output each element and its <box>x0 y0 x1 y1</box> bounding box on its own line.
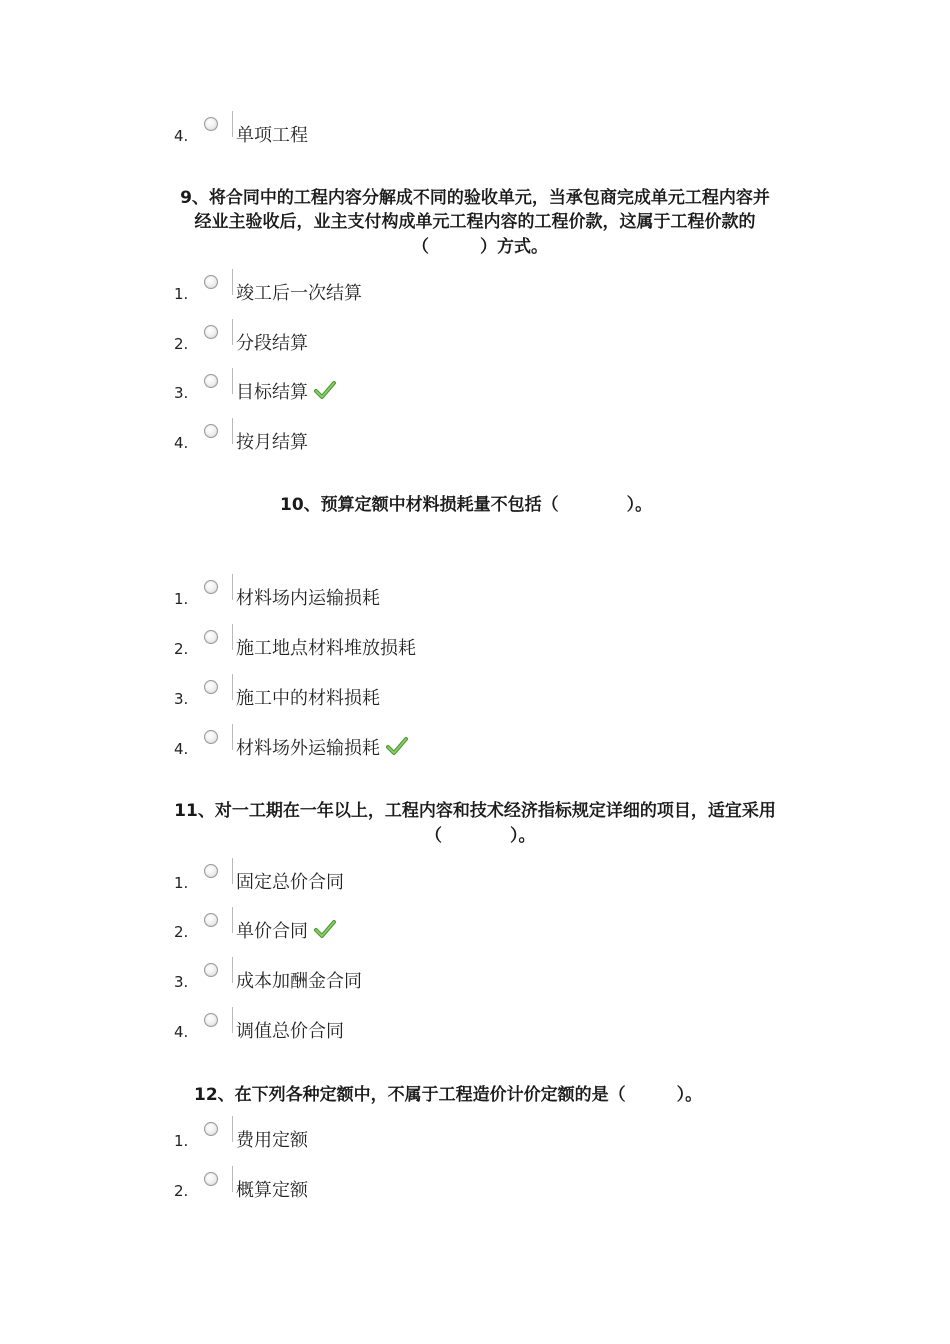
option-divider <box>232 724 233 750</box>
radio-button-icon[interactable] <box>204 325 218 339</box>
option-number: 4. <box>174 434 189 452</box>
option-number: 3. <box>174 384 189 402</box>
radio-button-icon[interactable] <box>204 1122 218 1136</box>
option-q10-2[interactable] <box>0 630 700 660</box>
option-label: 施工中的材料损耗 <box>236 688 380 709</box>
option-label: 固定总价合同 <box>236 872 344 893</box>
option-number: 1. <box>174 590 189 608</box>
radio-button-icon[interactable] <box>204 680 218 694</box>
radio-button-icon[interactable] <box>204 630 218 644</box>
option-label: 竣工后一次结算 <box>236 283 362 304</box>
radio-button-icon[interactable] <box>204 374 218 388</box>
option-divider <box>232 907 233 933</box>
option-label: 概算定额 <box>236 1180 308 1201</box>
option-label: 调值总价合同 <box>236 1021 344 1042</box>
checkmark-icon <box>314 380 336 400</box>
option-divider <box>232 674 233 700</box>
option-divider <box>232 418 233 444</box>
option-q9-2[interactable] <box>0 325 700 355</box>
option-number: 1. <box>174 1132 189 1150</box>
option-q11-1[interactable] <box>0 864 700 894</box>
option-divider <box>232 368 233 394</box>
option-q9-1[interactable] <box>0 275 700 305</box>
option-label: 材料场内运输损耗 <box>236 588 380 609</box>
option-label-with-check <box>236 734 408 760</box>
question-9-line-2: 经业主验收后，业主支付构成单元工程内容的工程价款，这属于工程价款的 <box>194 212 756 232</box>
radio-button-icon[interactable] <box>204 117 218 131</box>
option-divider <box>232 111 233 137</box>
option-number: 1. <box>174 285 189 303</box>
question-11-line-2: （ ）。 <box>425 826 536 846</box>
option-divider <box>232 269 233 295</box>
option-q11-4[interactable] <box>0 1013 700 1043</box>
option-divider <box>232 858 233 884</box>
radio-button-icon[interactable] <box>204 913 218 927</box>
option-divider <box>232 624 233 650</box>
option-q12-2[interactable] <box>0 1172 700 1202</box>
option-number: 2. <box>174 640 189 658</box>
checkmark-icon <box>314 919 336 939</box>
option-number: 2. <box>174 335 189 353</box>
option-label: 目标结算 <box>236 382 308 403</box>
option-label: 费用定额 <box>236 1130 308 1151</box>
option-number: 4. <box>174 740 189 758</box>
option-label: 按月结算 <box>236 432 308 453</box>
option-label: 成本加酬金合同 <box>236 971 362 992</box>
option-q11-3[interactable] <box>0 963 700 993</box>
option-divider <box>232 1007 233 1033</box>
option-number: 4. <box>174 1023 189 1041</box>
option-label-with-check <box>236 917 336 943</box>
radio-button-icon[interactable] <box>204 1172 218 1186</box>
option-label: 单项工程 <box>236 125 308 146</box>
option-label: 材料场外运输损耗 <box>236 738 380 759</box>
option-q9-4[interactable] <box>0 424 700 454</box>
option-q12-1[interactable] <box>0 1122 700 1152</box>
question-11-line-1: 11、对一工期在一年以上，工程内容和技术经济指标规定详细的项目，适宜采用 <box>174 801 776 821</box>
option-number: 3. <box>174 690 189 708</box>
option-number: 4. <box>174 127 189 145</box>
question-10-line-1: 10、预算定额中材料损耗量不包括（ ）。 <box>280 495 653 515</box>
option-q10-3[interactable] <box>0 680 700 710</box>
option-label: 分段结算 <box>236 333 308 354</box>
option-prev-4[interactable] <box>0 117 700 147</box>
option-label-with-check <box>236 378 336 404</box>
option-number: 2. <box>174 923 189 941</box>
radio-button-icon[interactable] <box>204 1013 218 1027</box>
option-q11-2[interactable] <box>0 913 700 943</box>
option-number: 1. <box>174 874 189 892</box>
option-divider <box>232 574 233 600</box>
option-q9-3[interactable] <box>0 374 700 404</box>
option-divider <box>232 319 233 345</box>
question-12-line-1: 12、在下列各种定额中，不属于工程造价计价定额的是（ ）。 <box>194 1085 703 1105</box>
option-divider <box>232 1116 233 1142</box>
radio-button-icon[interactable] <box>204 275 218 289</box>
option-number: 3. <box>174 973 189 991</box>
radio-button-icon[interactable] <box>204 963 218 977</box>
option-divider <box>232 957 233 983</box>
radio-button-icon[interactable] <box>204 424 218 438</box>
question-9-line-1: 9、将合同中的工程内容分解成不同的验收单元，当承包商完成单元工程内容并 <box>180 188 770 208</box>
radio-button-icon[interactable] <box>204 730 218 744</box>
radio-button-icon[interactable] <box>204 580 218 594</box>
option-label: 施工地点材料堆放损耗 <box>236 638 416 659</box>
checkmark-icon <box>386 736 408 756</box>
radio-button-icon[interactable] <box>204 864 218 878</box>
option-number: 2. <box>174 1182 189 1200</box>
question-9-line-3: （ ）方式。 <box>412 237 548 257</box>
option-divider <box>232 1166 233 1192</box>
option-label: 单价合同 <box>236 921 308 942</box>
option-q10-4[interactable] <box>0 730 700 760</box>
option-q10-1[interactable] <box>0 580 700 610</box>
